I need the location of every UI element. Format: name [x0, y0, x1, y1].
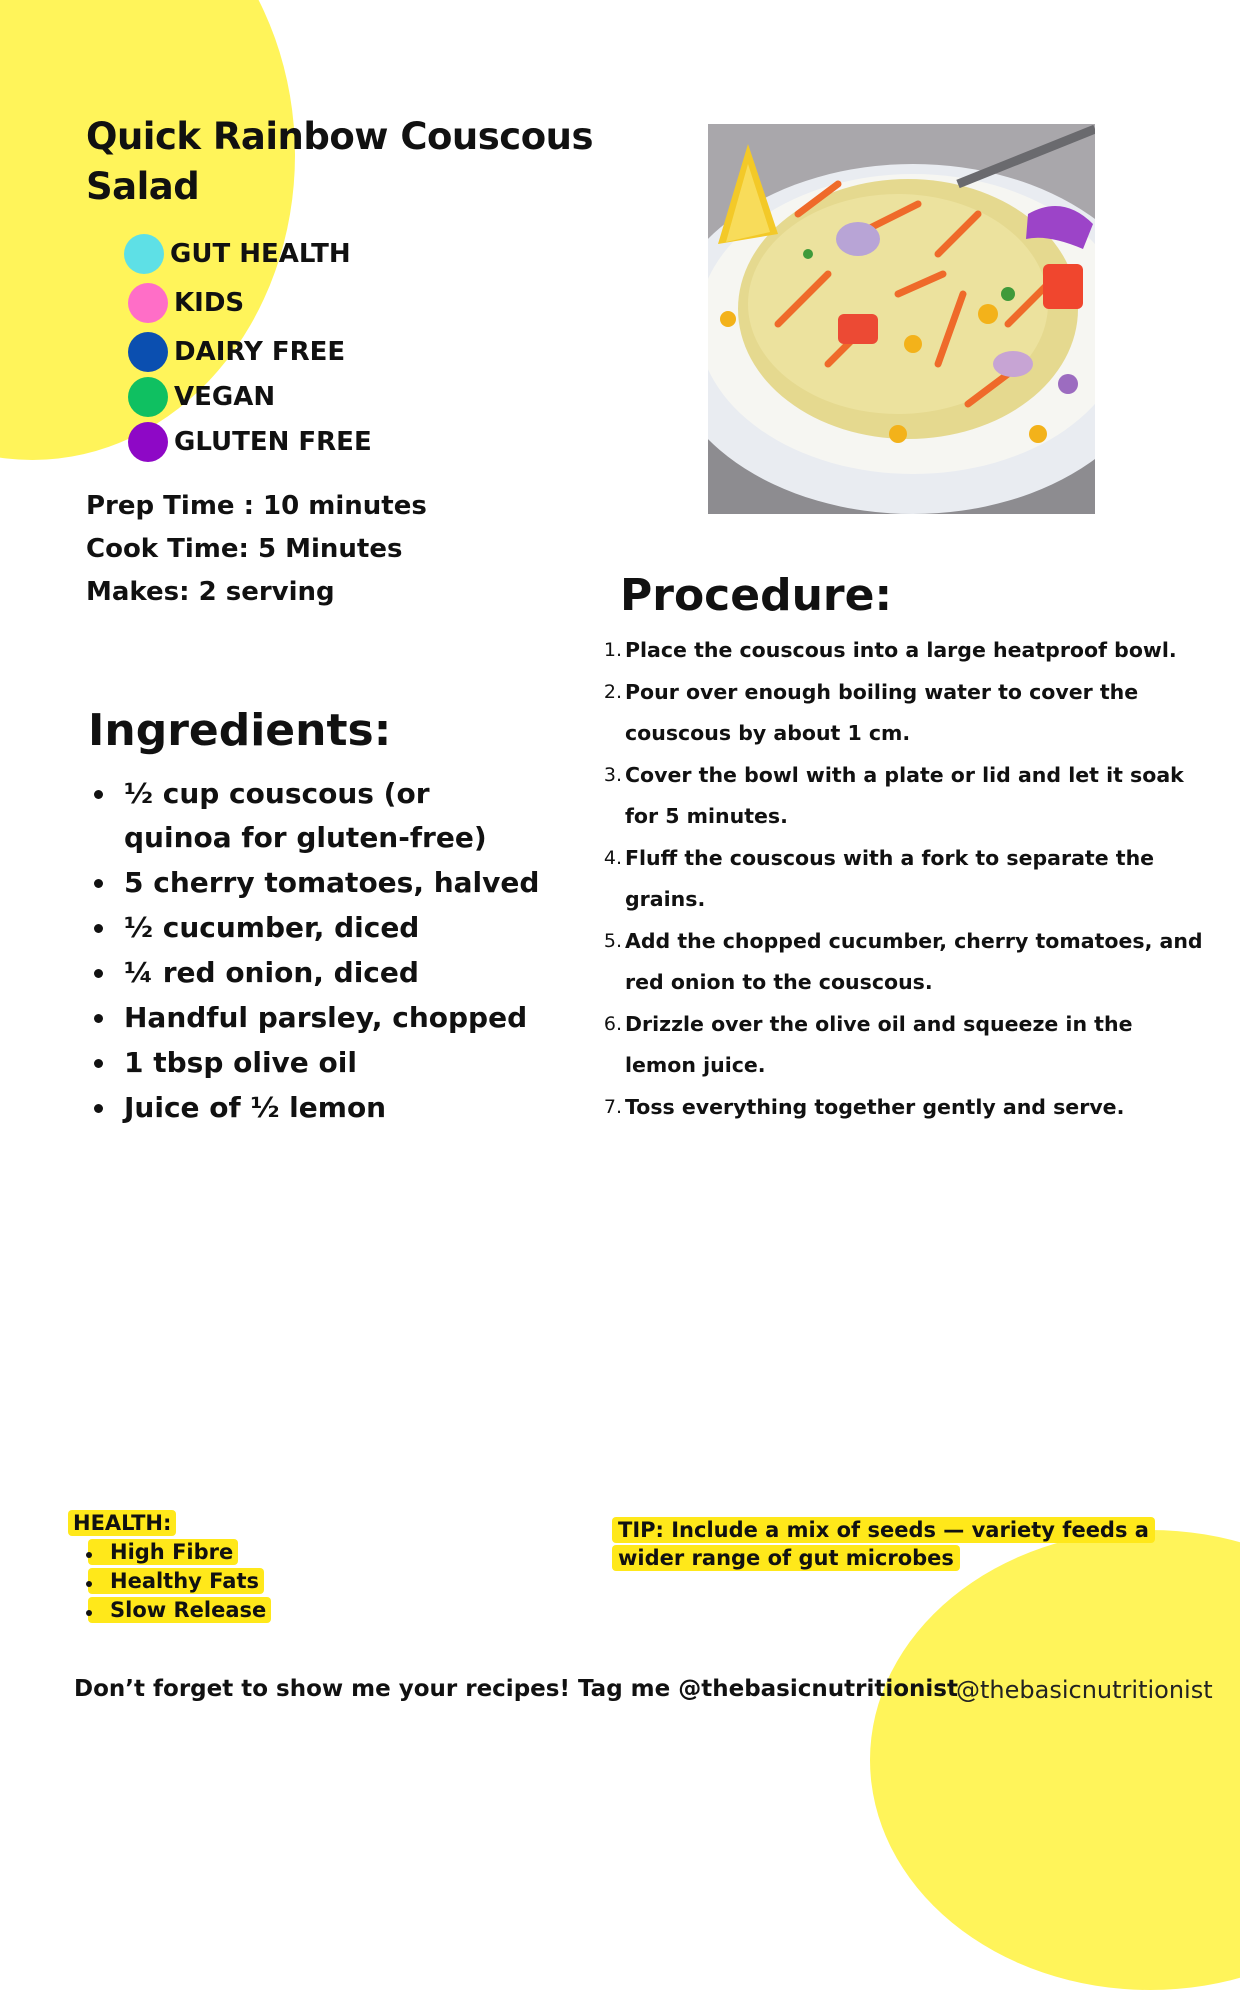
step-text: Pour over enough boiling water to cover the couscous by about 1 cm.	[625, 679, 1139, 745]
tip-text: TIP: Include a mix of seeds — variety feeds a wider range of gut microbes	[612, 1517, 1155, 1571]
recipe-title-line-2: Salad	[86, 165, 200, 208]
cook-time: Cook Time: 5 Minutes	[86, 534, 403, 564]
health-heading: HEALTH:	[68, 1510, 176, 1536]
footer-message: Don’t forget to show me your recipes! Tag me @thebasicnutritionist	[74, 1676, 958, 1702]
procedure-heading: Procedure:	[620, 570, 893, 621]
social-handle: @thebasicnutritionist	[956, 1676, 1213, 1704]
tag-label: GLUTEN FREE	[174, 427, 372, 457]
step-number: 5.	[603, 929, 622, 952]
ingredient-item: ¼ red onion, diced	[86, 951, 546, 995]
procedure-step	[600, 1004, 1210, 1087]
tag-label: KIDS	[174, 288, 245, 318]
health-box	[68, 1510, 271, 1623]
tag-label: GUT HEALTH	[170, 239, 351, 269]
step-number: 7.	[603, 1095, 622, 1118]
salad-bowl-illustration	[708, 124, 1095, 514]
step-number: 3.	[603, 763, 622, 786]
recipe-title	[86, 112, 646, 212]
tag-dot-icon	[124, 234, 164, 274]
servings: Makes: 2 serving	[86, 577, 335, 607]
step-number: 4.	[603, 846, 622, 869]
procedure-step	[600, 755, 1210, 838]
health-item-label: High Fibre	[88, 1539, 238, 1565]
step-text: Fluff the couscous with a fork to separate the grains.	[625, 845, 1155, 911]
tag-vegan	[128, 377, 275, 417]
step-text: Toss everything together gently and serve.	[625, 1094, 1125, 1119]
procedure-steps	[600, 630, 1210, 1128]
prep-time: Prep Time : 10 minutes	[86, 491, 427, 521]
ingredient-item: ½ cup couscous (or quinoa for gluten-free)	[86, 772, 546, 860]
tag-label: VEGAN	[174, 382, 276, 412]
health-list	[68, 1539, 271, 1623]
step-text: Place the couscous into a large heatproof bowl.	[625, 638, 1177, 662]
tag-dot-icon	[128, 377, 168, 417]
tag-gluten-free	[128, 422, 372, 462]
ingredients-list	[86, 772, 546, 1131]
procedure-step	[600, 921, 1210, 1004]
step-number: 2.	[603, 680, 622, 703]
procedure-step	[600, 630, 1210, 672]
health-item	[88, 1539, 271, 1565]
procedure-step	[600, 672, 1210, 755]
health-item	[88, 1568, 271, 1594]
procedure-step	[600, 838, 1210, 921]
health-item-label: Healthy Fats	[88, 1568, 264, 1594]
ingredients-heading: Ingredients:	[88, 705, 392, 756]
tag-kids	[128, 283, 244, 323]
step-text: Cover the bowl with a plate or lid and let it soak for 5 minutes.	[625, 762, 1184, 828]
step-text: Add the chopped cucumber, cherry tomatoes, and red onion to the couscous.	[625, 928, 1203, 994]
decorative-yellow-circle-bottom	[870, 1530, 1240, 1990]
tag-dot-icon	[128, 283, 168, 323]
health-item-label: Slow Release	[88, 1597, 271, 1623]
tag-gut-health	[124, 234, 351, 274]
health-item	[88, 1597, 271, 1623]
ingredient-item: 1 tbsp olive oil	[86, 1041, 546, 1085]
ingredient-item: Juice of ½ lemon	[86, 1086, 546, 1130]
salad-photo	[708, 124, 1095, 514]
ingredient-item: ½ cucumber, diced	[86, 906, 546, 950]
step-number: 1.	[603, 639, 622, 661]
tag-dot-icon	[128, 422, 168, 462]
tag-dairy-free	[128, 332, 345, 372]
tip-box	[612, 1516, 1172, 1572]
step-text: Drizzle over the olive oil and squeeze in the lemon juice.	[625, 1011, 1133, 1077]
procedure-step	[600, 1087, 1210, 1129]
recipe-meta	[86, 485, 427, 614]
ingredient-item: 5 cherry tomatoes, halved	[86, 861, 546, 905]
tag-label: DAIRY FREE	[174, 337, 346, 367]
tag-dot-icon	[128, 332, 168, 372]
ingredient-item: Handful parsley, chopped	[86, 996, 546, 1040]
recipe-title-line-1: Quick Rainbow Couscous	[86, 115, 593, 158]
step-number: 6.	[603, 1012, 622, 1035]
